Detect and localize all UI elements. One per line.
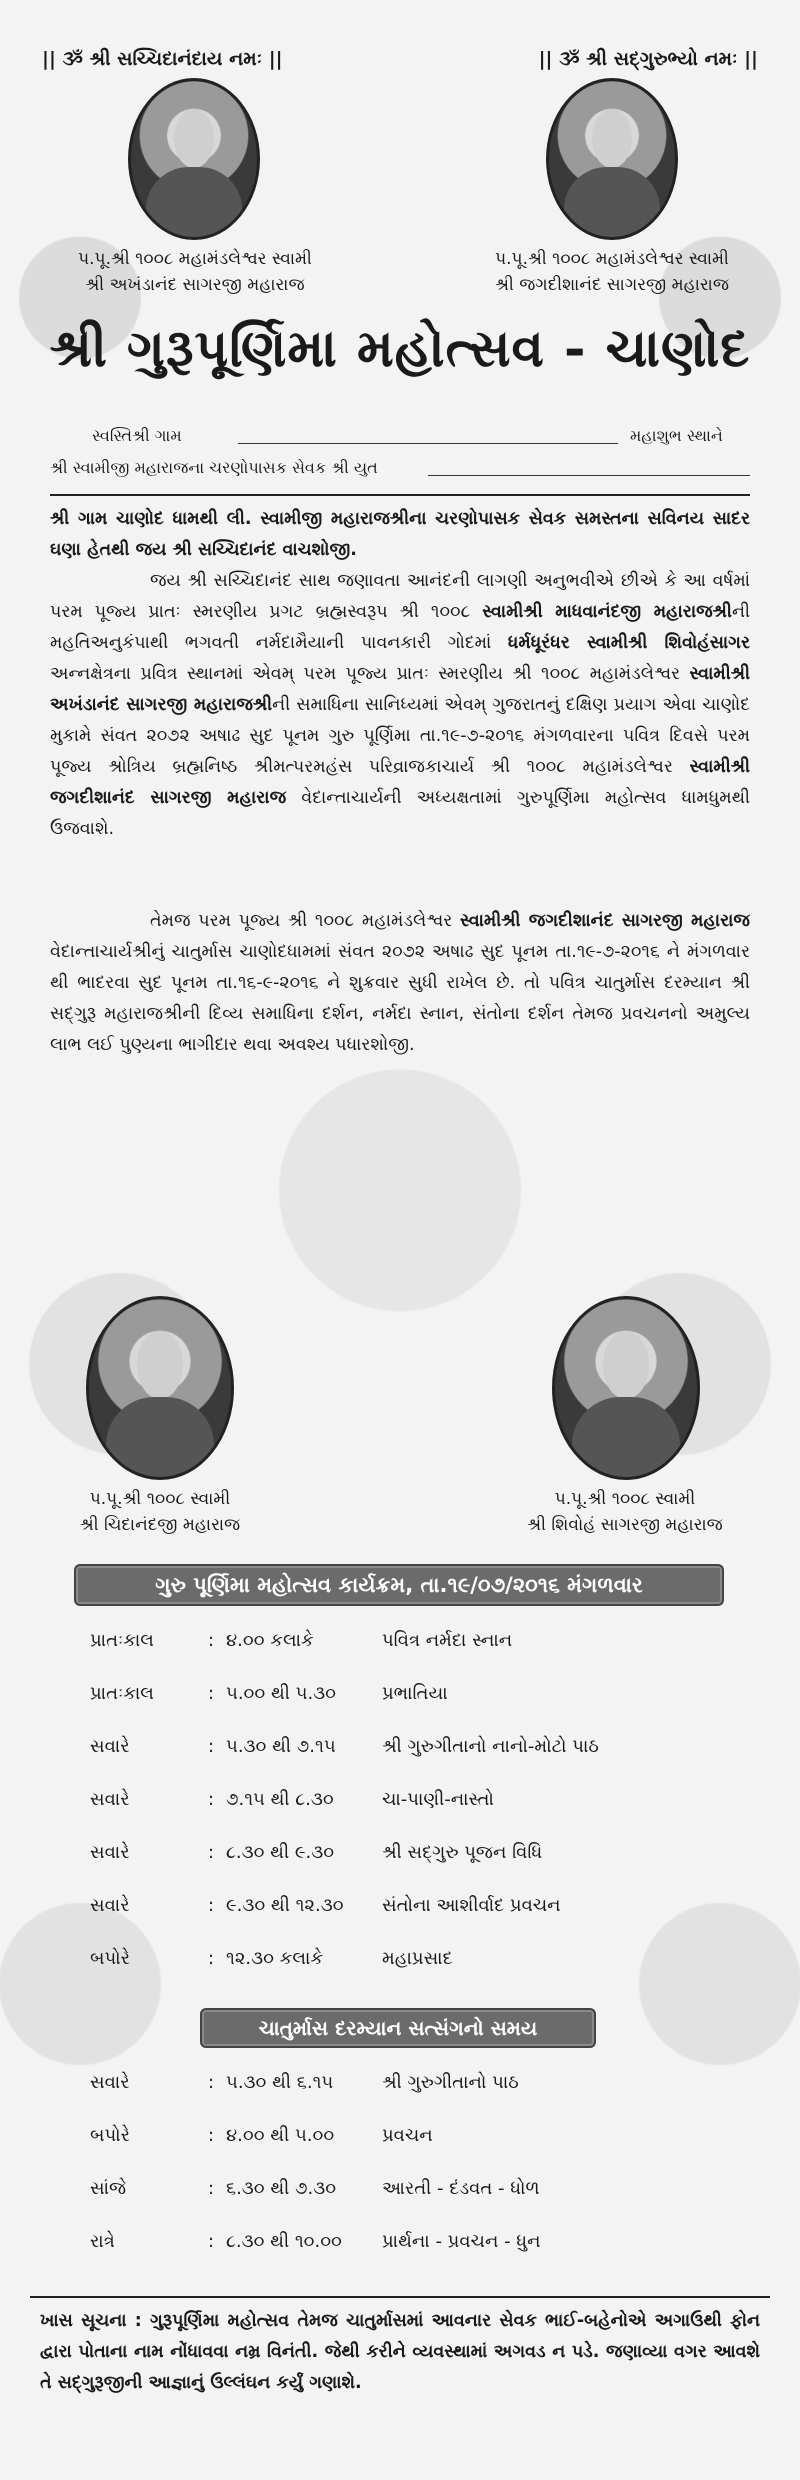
- portrait-photo-jagdishanand: [546, 78, 678, 240]
- schedule-time: સવારે: [90, 2072, 130, 2093]
- caption-line1: પ.પૂ.શ્રી ૧૦૦૮ સ્વામી: [554, 1489, 696, 1509]
- caption-line2: શ્રી ચિદાનંદજી મહારાજ: [79, 1515, 241, 1535]
- schedule-row: [90, 1736, 750, 1770]
- highlight-text: સ્વામીશ્રી અખંડાનંદ સાગરજી મહારાજશ્રી: [50, 664, 750, 715]
- schedule-time-range: ૬.૩૦ થી ૭.૩૦: [226, 2178, 337, 2199]
- schedule-row: [90, 1683, 750, 1717]
- mantra-left: || ૐ શ્રી સચ્ચિદાનંદાય નમઃ ||: [42, 48, 283, 70]
- schedule-time-range: ૪.૦૦ થી ૫.૦૦: [226, 2125, 335, 2146]
- salutation: શ્રી ગામ ચાણોદ ધામથી લી. સ્વામીજી મહારાજશ્રીના ચરણોપાસક સેવક સમસ્તના સવિનય સાદર ઘણા હેતથી જય શ્રી સચ્ચિદાનંદ વાચશોજી.: [50, 509, 750, 560]
- caption-line1: પ.પૂ.શ્રી ૧૦૦૮ સ્વામી: [89, 1489, 231, 1509]
- caption-line2: શ્રી અખંડાનંદ સાગરજી મહારાજ: [85, 275, 305, 295]
- schedule-time-range: ૮.૩૦ થી ૯.૩૦: [226, 1842, 335, 1863]
- highlight-text: સ્વામીશ્રી માધવાનંદજી મહારાજશ્રી: [482, 602, 732, 622]
- schedule-event: શ્રી સદ્ગુરુ પૂજન વિધિ: [382, 1842, 543, 1863]
- schedule-time-range: ૫.૩૦ થી ૭.૧૫: [226, 1736, 336, 1757]
- portrait-caption-right: [462, 246, 762, 298]
- chaturmas-title-banner: ચાતુર્માસ દરમ્યાન સત્સંગનો સમય: [200, 2008, 596, 2048]
- schedule-time-range: ૮.૩૦ થી ૧૦.૦૦: [226, 2231, 342, 2252]
- schedule-colon: :: [208, 1789, 215, 1810]
- schedule-row: [90, 2178, 750, 2212]
- schedule-colon: :: [208, 1736, 215, 1757]
- page-title: શ્રી ગુરૂપૂર્ણિમા મહોત્સવ - ચાણોદ: [49, 318, 751, 379]
- schedule-row: [90, 2072, 750, 2106]
- schedule-event: આરતી - દંડવત - ધોળ: [382, 2178, 540, 2199]
- schedule-event: સંતોના આશીર્વાદ પ્રવચન: [382, 1895, 561, 1916]
- caption-line2: શ્રી શિવોહં સાગરજી મહારાજ: [527, 1515, 723, 1535]
- schedule-event: પ્રાર્થના - પ્રવચન - ધુન: [382, 2231, 541, 2252]
- schedule-event: મહાપ્રસાદ: [382, 1948, 453, 1969]
- portrait-photo-chidanand: [86, 1296, 234, 1480]
- text: ની મહતિઅનુકંપાથી ભગવતી નર્મદામૈયાની પાવનકારી ગોદમાં: [50, 602, 750, 653]
- schedule-time: સવારે: [90, 1789, 130, 1810]
- divider: [50, 494, 750, 496]
- schedule-time: સવારે: [90, 1895, 130, 1916]
- program-title-banner: ગુરુ પૂર્ણિમા મહોત્સવ કાર્યક્રમ, તા.૧૯/૦૭/૨૦૧૬ મંગળવાર: [74, 1564, 724, 1606]
- text: તેમજ પરમ પૂજ્ય શ્રી ૧૦૦૮ મહામંડલેશ્વર: [150, 911, 461, 931]
- portrait-photo-akhandanand: [128, 78, 260, 240]
- schedule-time: સાંજે: [90, 2178, 127, 2199]
- text: ની સમાધિના સાનિધ્યમાં એવમ્ ગુજરાતનું દક્ષિણ પ્રયાગ એવા ચાણોદ મુકામે સંવત ૨૦૭૨ અષાઢ સુદ પૂનમ ગુરુ પૂર્ણિમા તા.૧૯-૭-૨૦૧૬ મંગળવારના પવિત્ર દિવસે પરમ પૂજ્ય શ્રોત્રિય બ્રહ્મનિષ્ઠ શ્રીમત્પરમહંસ પરિવ્રાજકાચાર્ય શ્રી ૧૦૦૮ મહામંડલેશ્વર: [50, 695, 750, 777]
- text: વેદાન્તાચાર્યશ્રીનું ચાતુર્માસ ચાણોદધામમાં સંવત ૨૦૭૨ અષાઢ સુદ પૂનમ તા.૧૯-૭-૨૦૧૬ ને મંગળવાર થી ભાદરવા સુદ પૂનમ તા.૧૬-૯-૨૦૧૬ ને શુક્રવાર સુધી રાખેલ છે. તો પવિત્ર ચાતુર્માસ દરમ્યાન શ્રી સદ્ગુરૂ મહારાજશ્રીની દિવ્ય સમાધિના દર્શન, નર્મદા સ્નાન, સંતોના દર્શન તેમજ પ્રવચનનો અમુલ્ય લાભ લઈ પુણ્યના ભાગીદાર થવા અવશ્ય પધારશોજી.: [50, 942, 750, 1055]
- schedule-event: શ્રી ગુરુગીતાનો પાઠ: [382, 2072, 519, 2093]
- invitation-paragraph-1: [50, 566, 750, 845]
- schedule-colon: :: [208, 1948, 215, 1969]
- schedule-row: [90, 2231, 750, 2265]
- schedule-colon: :: [208, 1842, 215, 1863]
- notice-text: ગુરૂપૂર્ણિમા મહોત્સવ તેમજ ચાતુર્માસમાં આવનાર સેવક ભાઈ-બહેનોએ અગાઉથી ફોન દ્વારા પોતાના નામ નોંધાવવા નમ્ર વિનંતી. જેથી કરીને વ્યવસ્થામાં અગવડ ન પડે. જણાવ્યા વગર આવશે તે સદ્ગુરૂજીની આજ્ઞાનું ઉલ્લંઘન કર્યું ગણાશે.: [40, 2311, 761, 2393]
- schedule-time: સવારે: [90, 1736, 130, 1757]
- schedule-row: [90, 1630, 750, 1664]
- address-blank-name: [428, 474, 750, 476]
- schedule-time: સવારે: [90, 1842, 130, 1863]
- address-line2-prefix: શ્રી સ્વામીજી મહારાજના ચરણોપાસક સેવક શ્રી યુત: [50, 458, 378, 477]
- schedule-time: બપોરે: [90, 2125, 130, 2146]
- schedule-time: બપોરે: [90, 1948, 130, 1969]
- schedule-row: [90, 1842, 750, 1876]
- schedule-time-range: ૫.૩૦ થી ૬.૧૫: [226, 2072, 334, 2093]
- schedule-colon: :: [208, 1683, 215, 1704]
- address-blank-village: [238, 442, 618, 444]
- schedule-event: પ્રવચન: [382, 2125, 433, 2146]
- address-line1-prefix: સ્વસ્તિશ્રી ગામ: [92, 426, 182, 445]
- schedule-colon: :: [208, 2125, 215, 2146]
- text: જય શ્રી સચ્ચિદાનંદ સાથ જણાવતા આનંદની લાગણી અનુભવીએ છીએ કે આ વર્ષમાં પરમ પૂજ્ય પ્રાતઃ સ્મરણીય પ્રગટ બ્રહ્મસ્વરૂપ શ્રી ૧૦૦૮: [50, 571, 750, 622]
- schedule-row: [90, 1789, 750, 1823]
- caption-line1: પ.પૂ.શ્રી ૧૦૦૮ મહામંડલેશ્વર સ્વામી: [495, 249, 729, 269]
- schedule-event: શ્રી ગુરુગીતાનો નાનો-મોટો પાઠ: [382, 1736, 599, 1757]
- schedule-time-range: ૧૨.૩૦ કલાકે: [226, 1948, 324, 1969]
- portrait-caption-left: [50, 246, 340, 298]
- caption-line2: શ્રી જગદીશાનંદ સાગરજી મહારાજ: [495, 275, 729, 295]
- schedule-row: [90, 1948, 750, 1982]
- schedule-row: [90, 1895, 750, 1929]
- schedule-row: [90, 2125, 750, 2159]
- highlight-text: ધર્મધૂરંધર સ્વામીશ્રી શિવોહંસાગર: [507, 633, 750, 653]
- schedule-colon: :: [208, 1630, 215, 1651]
- schedule-time-range: ૭.૧૫ થી ૮.૩૦: [226, 1789, 334, 1810]
- schedule-event: ચા-પાણી-નાસ્તો: [382, 1789, 494, 1810]
- text: અન્નક્ષેત્રના પ્રવિત્ર સ્થાનમાં એવમ્ પરમ પૂજ્ય પ્રાતઃ સ્મરણીય શ્રી ૧૦૦૮ મહામંડલેશ્વર: [50, 664, 690, 684]
- highlight-text: સ્વામીશ્રી જગદીશાનંદ સાગરજી મહારાજ: [50, 757, 750, 808]
- notice-label: ખાસ સૂચના :: [40, 2311, 142, 2331]
- portrait-photo-shivohamsagar: [552, 1296, 700, 1480]
- schedule-event: પવિત્ર નર્મદા સ્નાન: [382, 1630, 513, 1651]
- schedule-colon: :: [208, 1895, 215, 1916]
- schedule-time-range: ૪.૦૦ કલાકે: [226, 1630, 314, 1651]
- special-notice: [40, 2306, 760, 2399]
- highlight-text: સ્વામીશ્રી જગદીશાનંદ સાગરજી મહારાજ: [460, 911, 750, 931]
- address-line1-suffix: મહાશુભ સ્થાને: [630, 426, 723, 445]
- schedule-time-range: ૫.૦૦ થી ૫.૩૦: [226, 1683, 336, 1704]
- portrait-caption-bottom-right: [480, 1486, 770, 1538]
- mantra-right: || ૐ શ્રી સદ્ગુરુભ્યો નમઃ ||: [538, 48, 758, 70]
- schedule-colon: :: [208, 2231, 215, 2252]
- schedule-time: રાત્રે: [90, 2231, 115, 2252]
- invitation-paragraph-2: [50, 906, 750, 1061]
- text: વેદાન્તાચાર્યની અધ્યક્ષતામાં ગુરુપૂર્ણિમા મહોત્સવ ધામધુમથી ઉજવાશે.: [50, 788, 751, 839]
- schedule-time: પ્રાતઃકાલ: [90, 1683, 154, 1704]
- schedule-time: પ્રાતઃકાલ: [90, 1630, 154, 1651]
- portrait-caption-bottom-left: [40, 1486, 280, 1538]
- schedule-event: પ્રભાતિયા: [382, 1683, 448, 1704]
- schedule-colon: :: [208, 2072, 215, 2093]
- divider: [30, 2296, 770, 2298]
- caption-line1: પ.પૂ.શ્રી ૧૦૦૮ મહામંડલેશ્વર સ્વામી: [78, 249, 312, 269]
- schedule-time-range: ૯.૩૦ થી ૧૨.૩૦: [226, 1895, 344, 1916]
- schedule-colon: :: [208, 2178, 215, 2199]
